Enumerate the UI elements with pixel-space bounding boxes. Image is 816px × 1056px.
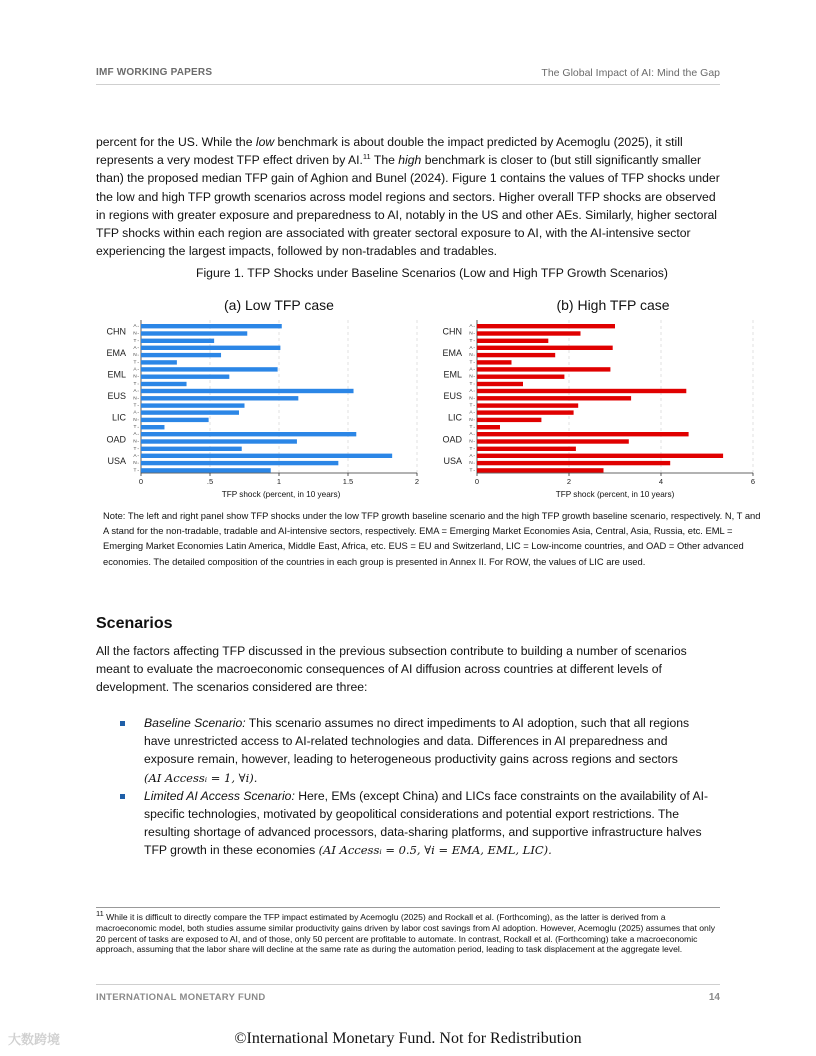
chart-b-sector-label: A: [469, 324, 473, 330]
chart-b-xlabel: TFP shock (percent, in 10 years): [555, 490, 675, 499]
chart-b-category-label: EML: [443, 369, 462, 380]
chart-a-bar: [141, 403, 245, 407]
header-rule: [96, 84, 720, 85]
chart-b-category-label: EMA: [442, 347, 462, 358]
chart-b-x-tick-label: 6: [750, 477, 756, 486]
chart-b-sector-label: A: [469, 367, 473, 373]
chart-a-sector-label: A: [133, 345, 137, 351]
section-heading: Scenarios: [96, 615, 173, 632]
chart-a-xlabel: TFP shock (percent, in 10 years): [221, 490, 341, 499]
running-header-right: The Global Impact of AI: Mind the Gap: [541, 67, 720, 79]
chart-b-bar: [477, 439, 629, 443]
chart-b-bar: [477, 346, 613, 350]
chart-a-low-tfp: [96, 318, 426, 488]
chart-b-bar: [477, 461, 670, 465]
chart-b-bar: [477, 331, 581, 335]
chart-b-sector-label: T: [469, 338, 473, 344]
chart-b-category-label: LIC: [447, 412, 462, 423]
chart-a-sector-label: A: [133, 453, 137, 459]
chart-a-sector-label: T: [133, 425, 137, 431]
footer-rule: [96, 984, 720, 985]
chart-a-x-tick-label: 0: [138, 477, 144, 486]
chart-a-bar: [141, 396, 298, 400]
chart-a-sector-label: T: [133, 468, 137, 474]
chart-b-high-tfp: [432, 318, 762, 488]
chart-a-bar: [141, 375, 229, 379]
chart-a-bar: [141, 324, 282, 328]
chart-b-sector-label: A: [469, 410, 473, 416]
chart-a-x-tick-label: 2: [414, 477, 420, 486]
chart-b-sector-label: A: [469, 345, 473, 351]
chart-a-x-tick-label: 1: [276, 477, 282, 486]
list-item: Limited AI Access Scenario: Here, EMs (except China) and LICs face constraints on the availability of AI-specific technologies, motivated by geopolitical considerations and potential export restrictions. The resulting shortage of advanced processors, data-sharing platforms, and supportive infrastructure halves TFP growth in these economies (AI Accessᵢ = 0.5, ∀i = EMA, EML, LIC).: [118, 787, 718, 860]
chart-a-sector-label: N: [133, 331, 137, 337]
chart-b-bar: [477, 339, 548, 343]
chart-a-sector-label: N: [133, 461, 137, 467]
chart-a-bar: [141, 331, 247, 335]
scenario-list: [118, 714, 718, 860]
footnote-rule: [96, 907, 720, 908]
footnote: $^{11}$ While it is difficult to directly compare the TFP impact estimated by Acemoglu (2025) and Rockall et al. (Forthcoming), as the latter is derived from a macroeconomic model, both studies assume similar productivity gains driven by labor cost savings from AI adoption. However, Acemoglu (2025) assumes that only 20 percent of tasks are exposed to AI, and of those, only 50 percent are profitable to automate. In contrast, Rockall et al. (Forthcoming) take a macroeconomic approach, assuming that the labor share will decline at the same rate as during the automation period, leading to task displacement at the aggregate level.: [96, 909, 716, 955]
chart-b-sector-label: A: [469, 453, 473, 459]
chart-a-sector-label: T: [133, 403, 137, 409]
chart-a-sector-label: N: [133, 374, 137, 380]
chart-b-sector-label: N: [469, 396, 473, 402]
chart-b-bar: [477, 468, 604, 472]
chart-b-bar: [477, 454, 723, 458]
chart-b-category-label: CHN: [442, 326, 462, 337]
chart-a-category-label: USA: [107, 455, 126, 466]
chart-a-sector-label: T: [133, 446, 137, 452]
chart-a-bar: [141, 410, 239, 414]
chart-b-sector-label: A: [469, 432, 473, 438]
chart-b-sector-label: T: [469, 382, 473, 387]
chart-a-bar: [141, 382, 187, 386]
chart-a-sector-label: T: [133, 360, 137, 366]
chart-b-sector-label: T: [469, 468, 473, 474]
scenarios-intro: All the factors affecting TFP discussed in the previous subsection contribute to building a number of scenarios meant to evaluate the macroeconomic consequences of AI diffusion across countries at different levels of development. The scenarios considered are three:: [96, 644, 687, 695]
copyright-notice: ©International Monetary Fund. Not for Redistribution: [234, 1030, 582, 1047]
chart-a-sector-label: N: [133, 439, 137, 445]
chart-a-bar: [141, 425, 164, 429]
chart-a-bar: [141, 447, 242, 451]
chart-b-sector-label: T: [469, 425, 473, 431]
chart-a-bar: [141, 389, 354, 393]
figure-title: Figure 1. TFP Shocks under Baseline Scenarios (Low and High TFP Growth Scenarios): [196, 266, 668, 280]
math-expression: (AI Accessᵢ = 0.5, ∀i = EMA, EML, LIC).: [318, 843, 552, 858]
page-number: 14: [708, 992, 720, 1003]
chart-b-sector-label: N: [469, 331, 473, 337]
chart-a-bar: [141, 418, 209, 422]
watermark-logo: 大数跨境: [8, 1032, 61, 1047]
chart-a-bar: [141, 339, 214, 343]
chart-a-bar: [141, 432, 356, 436]
chart-b-sector-label: N: [469, 417, 473, 423]
chart-a-sector-label: N: [133, 417, 137, 423]
chart-a-sector-label: N: [133, 353, 137, 359]
chart-a-sector-label: T: [133, 338, 137, 344]
chart-b-x-tick-label: 2: [566, 477, 572, 486]
chart-b-sector-label: T: [469, 403, 473, 409]
bullet-icon: [120, 721, 125, 726]
chart-a-bar: [141, 454, 392, 458]
chart-a-category-label: EUS: [107, 391, 126, 402]
chart-b-bar: [477, 389, 686, 393]
chart-a-sector-label: A: [133, 367, 137, 373]
chart-a-category-label: OAD: [106, 434, 126, 445]
chart-a-title: (a) Low TFP case: [224, 297, 334, 313]
chart-a-x-tick-label: 1.5: [342, 477, 354, 486]
chart-b-sector-label: N: [469, 439, 473, 445]
chart-b-bar: [477, 324, 615, 328]
chart-b-bar: [477, 403, 578, 407]
chart-b-x-tick-label: 4: [658, 477, 664, 486]
chart-a-bar: [141, 367, 278, 371]
chart-a-category-label: EMA: [106, 347, 126, 358]
chart-a-bar: [141, 461, 338, 465]
chart-a-bar: [141, 439, 297, 443]
chart-b-sector-label: N: [469, 353, 473, 359]
figure-note: Note: The left and right panel show TFP shocks under the low TFP growth baseline scenario and the high TFP growth baseline scenario, respectively. N, T and A stand for the non-tradable, tradable and AI-intensive sectors, respectively. EMA = Emerging Market Economies Asia, Central, Asia, Russia, etc. EML = Emerging Market Economies Latin America, Middle East, Africa, etc. EUS = EU and Switzerland, LIC = Low-income countries, and OAD = Other advanced economies. The detailed composition of the countries in each group is presented in Annex II. For ROW, the values of LIC are used.: [103, 510, 761, 567]
chart-b-sector-label: T: [469, 360, 473, 366]
chart-a-category-label: EML: [107, 369, 126, 380]
chart-b-bar: [477, 367, 610, 371]
chart-a-sector-label: N: [133, 396, 137, 402]
footnote-ref[interactable]: 11: [362, 152, 371, 162]
chart-b-bar: [477, 410, 574, 414]
chart-b-title: (b) High TFP case: [556, 297, 670, 313]
chart-b-bar: [477, 418, 541, 422]
body-paragraph: percent for the US. While the low benchmark is about double the impact predicted by Acemoglu (2025), it still represents a very modest TFP effect driven by AI.$^{11}$ The high benchmark is closer to (but still significantly smaller than) the proposed median TFP gain of Aghion and Bunel (2024). Figure 1 contains the values of TFP shocks under the low and high TFP growth scenarios across model regions and sectors. Higher overall TFP shocks are observed in regions with greater exposure and preparedness to AI, notably in the US and other AEs. Similarly, higher sectoral TFP shocks within each region are associated with greater sectoral exposure to AI, with the AI-intensive sector experiencing the largest impacts, followed by non-tradables and tradables.: [96, 135, 720, 259]
chart-b-x-tick-label: 0: [474, 477, 480, 486]
chart-a-bar: [141, 346, 280, 350]
list-item: Baseline Scenario: This scenario assumes no direct impediments to AI adoption, such that all regions have unrestricted access to AI-related technologies and data. Differences in AI preparedness and exposure remain, however, leading to heterogeneous productivity gains across regions and sectors (AI Accessᵢ = 1, ∀i).: [118, 714, 718, 787]
chart-a-sector-label: A: [133, 389, 137, 394]
chart-b-category-label: USA: [443, 455, 462, 466]
chart-b-bar: [477, 447, 576, 451]
chart-a-bar: [141, 360, 177, 364]
chart-b-bar: [477, 353, 555, 357]
chart-b-bar: [477, 396, 631, 400]
chart-b-bar: [477, 382, 523, 386]
bullet-icon: [120, 794, 125, 799]
chart-a-sector-label: A: [133, 410, 137, 416]
chart-b-bar: [477, 375, 564, 379]
chart-b-bar: [477, 360, 512, 364]
chart-a-x-tick-label: .5: [206, 477, 214, 486]
chart-a-sector-label: T: [133, 382, 137, 387]
chart-b-bar: [477, 432, 689, 436]
chart-b-sector-label: N: [469, 461, 473, 467]
chart-b-sector-label: N: [469, 374, 473, 380]
chart-b-sector-label: T: [469, 446, 473, 452]
chart-b-category-label: EUS: [443, 391, 462, 402]
chart-a-category-label: CHN: [106, 326, 126, 337]
chart-a-bar: [141, 353, 221, 357]
chart-a-category-label: LIC: [111, 412, 126, 423]
chart-b-category-label: OAD: [442, 434, 462, 445]
chart-b-sector-label: A: [469, 389, 473, 394]
running-header-left: IMF WORKING PAPERS: [96, 67, 213, 78]
chart-a-bar: [141, 468, 271, 472]
footer-org: INTERNATIONAL MONETARY FUND: [96, 992, 266, 1003]
chart-a-sector-label: A: [133, 324, 137, 330]
chart-b-bar: [477, 425, 500, 429]
math-expression: (AI Accessᵢ = 1, ∀i).: [144, 770, 258, 785]
chart-a-sector-label: A: [133, 432, 137, 438]
